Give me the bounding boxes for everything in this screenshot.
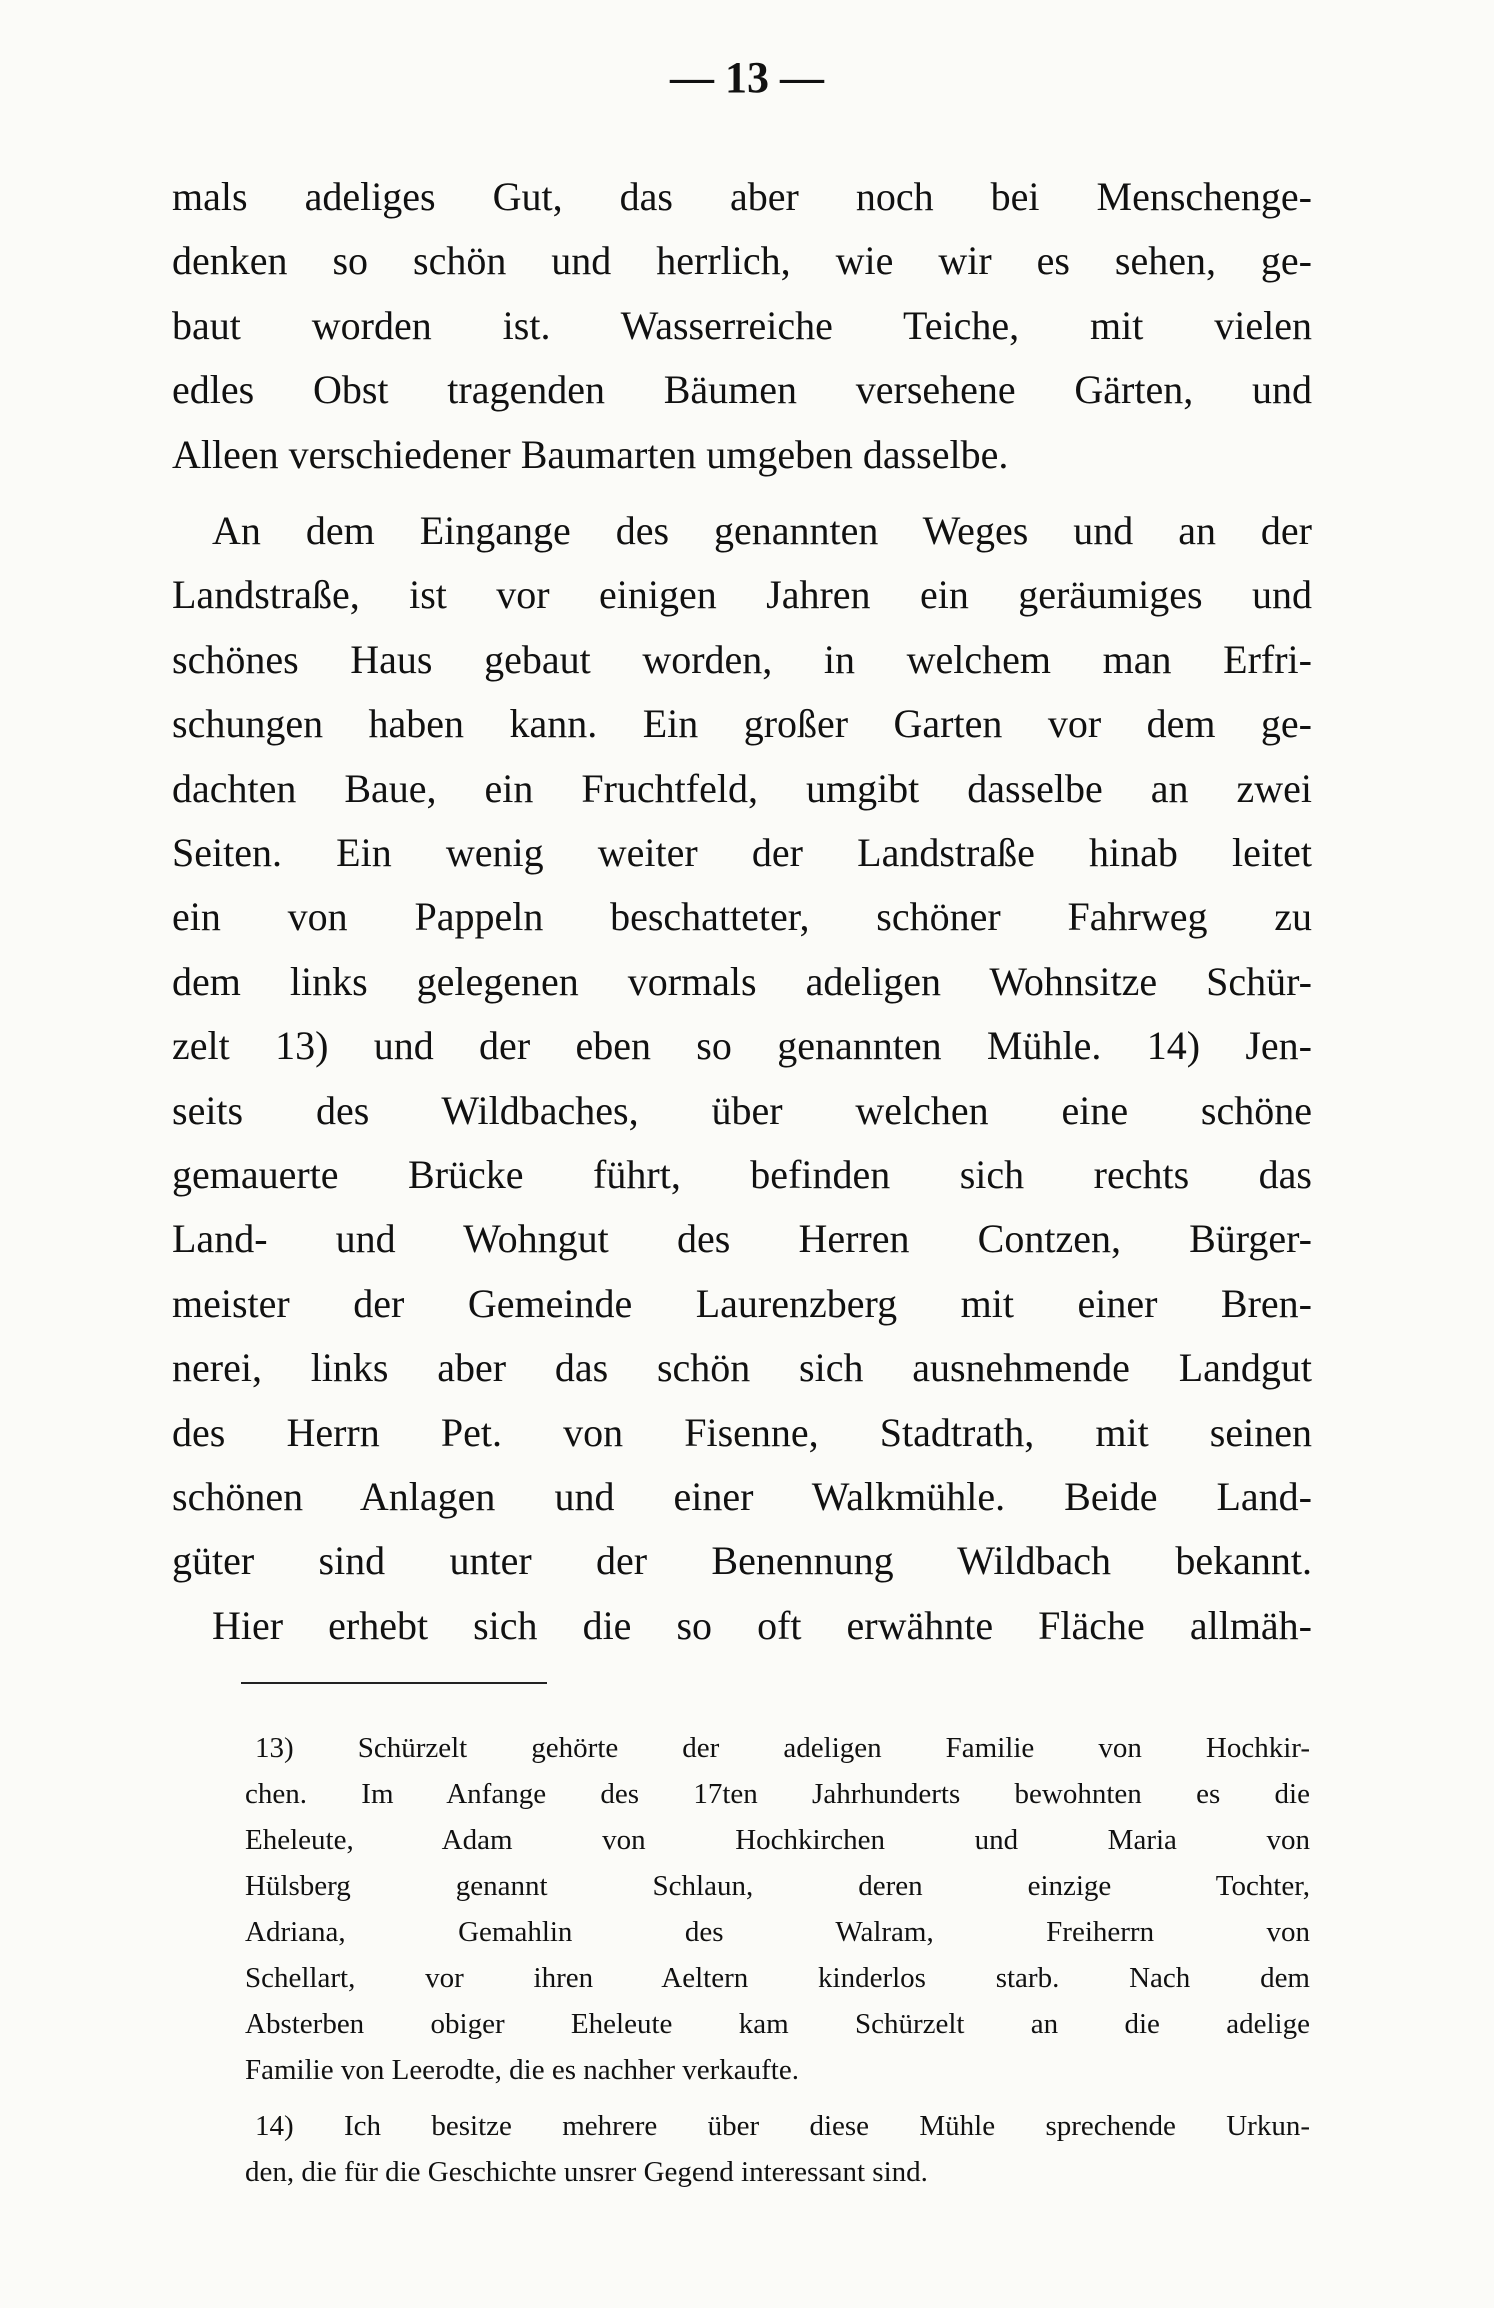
body-line: edles Obst tragenden Bäumen versehene Gärten, und xyxy=(172,367,1312,413)
footnote-line: Familie von Leerodte, die es nachher verkaufte. xyxy=(245,2054,799,2086)
footnote-line: chen. Im Anfange des 17ten Jahrhunderts bewohnten es die xyxy=(245,1778,1310,1810)
body-line: dem links gelegenen vormals adeligen Wohnsitze Schür- xyxy=(172,958,1312,1004)
footnote-line: 14) Ich besitze mehrere über diese Mühle sprechende Urkun- xyxy=(255,2110,1310,2142)
footnote-line: Schellart, vor ihren Aeltern kinderlos starb. Nach dem xyxy=(245,1962,1310,1994)
footnote-divider xyxy=(241,1682,547,1684)
body-line: seits des Wildbaches, über welchen eine schöne xyxy=(172,1087,1312,1133)
footnote-line: 13) Schürzelt gehörte der adeligen Familie von Hochkir- xyxy=(255,1732,1310,1764)
body-line: dachten Baue, ein Fruchtfeld, umgibt dasselbe an zwei xyxy=(172,765,1312,811)
footnote-line: Hülsberg genannt Schlaun, deren einzige Tochter, xyxy=(245,1870,1310,1902)
body-line: schönes Haus gebaut worden, in welchem man Erfri- xyxy=(172,636,1312,682)
body-line: Land- und Wohngut des Herren Contzen, Bürger- xyxy=(172,1216,1312,1262)
page-number: — 13 — xyxy=(670,53,824,102)
body-line: mals adeliges Gut, das aber noch bei Menschenge- xyxy=(172,174,1312,219)
body-line: güter sind unter der Benennung Wildbach bekannt. xyxy=(172,1538,1312,1584)
body-line: des Herrn Pet. von Fisenne, Stadtrath, mit seinen xyxy=(172,1409,1312,1455)
body-line: Alleen verschiedener Baumarten umgeben dasselbe. xyxy=(172,431,1009,477)
body-line: ein von Pappeln beschatteter, schöner Fahrweg zu xyxy=(172,894,1312,940)
body-line: Hier erhebt sich die so oft erwähnte Fläche allmäh- xyxy=(212,1602,1312,1648)
body-line: An dem Eingange des genannten Weges und an der xyxy=(212,508,1312,553)
body-line: zelt 13) und der eben so genannten Mühle. 14) Jen- xyxy=(172,1023,1312,1069)
body-line: schönen Anlagen und einer Walkmühle. Beide Land- xyxy=(172,1474,1312,1519)
footnote-line: Absterben obiger Eheleute kam Schürzelt an die adelige xyxy=(245,2008,1310,2040)
body-line: Landstraße, ist vor einigen Jahren ein geräumiges und xyxy=(172,572,1312,618)
body-line: Seiten. Ein wenig weiter der Landstraße hinab leitet xyxy=(172,830,1312,875)
footnote-line: den, die für die Geschichte unsrer Gegend interessant sind. xyxy=(245,2156,928,2188)
body-line: meister der Gemeinde Laurenzberg mit einer Bren- xyxy=(172,1280,1312,1326)
body-line: baut worden ist. Wasserreiche Teiche, mit vielen xyxy=(172,302,1312,348)
body-line: gemauerte Brücke führt, befinden sich rechts das xyxy=(172,1152,1312,1197)
body-line: nerei, links aber das schön sich ausnehmende Landgut xyxy=(172,1345,1312,1391)
body-line: denken so schön und herrlich, wie wir es sehen, ge- xyxy=(172,238,1312,284)
body-line: schungen haben kann. Ein großer Garten vor dem ge- xyxy=(172,701,1312,747)
footnote-line: Eheleute, Adam von Hochkirchen und Maria von xyxy=(245,1824,1310,1856)
footnote-line: Adriana, Gemahlin des Walram, Freiherrn von xyxy=(245,1916,1310,1948)
